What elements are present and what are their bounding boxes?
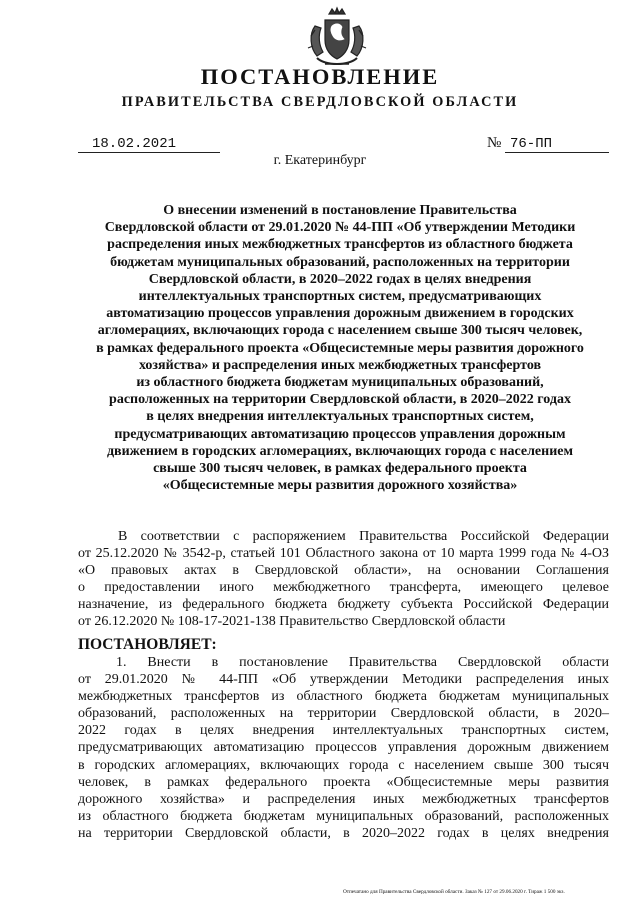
heading-line: автоматизацию процессов управления дорожным движением в городских xyxy=(106,306,574,322)
document-heading xyxy=(70,202,610,494)
issuing-authority: ПРАВИТЕЛЬСТВА СВЕРДЛОВСКОЙ ОБЛАСТИ xyxy=(121,94,519,110)
paragraph-line: на территории Свердловской области, в 2020–2022 годах в целях внедрения xyxy=(78,825,609,841)
heading-line: из областного бюджета бюджетам муниципальных образований, xyxy=(136,375,544,391)
heading-line: О внесении изменений в постановление Правительства xyxy=(163,203,517,218)
paragraph-line: дорожного хозяйства» и распределения иных межбюджетных трансфертов xyxy=(78,791,609,807)
heading-line: интеллектуальных транспортных систем, предусматривающих xyxy=(138,289,542,305)
paragraph-line: В соответствии с распоряжением Правительства Российской Федерации xyxy=(118,529,609,544)
heading-line: распределения иных межбюджетных трансфертов из областного бюджета xyxy=(107,237,573,253)
item-1-paragraph xyxy=(78,654,609,842)
heading-line: предусматривающих автоматизацию процессов управления дорожным xyxy=(114,426,566,442)
heading-line: бюджетам муниципальных образований, расположенных на территории xyxy=(110,254,570,270)
paragraph-line: назначение, из федерального бюджета бюджету субъекта Российской Федерации xyxy=(78,597,609,613)
heading-line: агломерациях, включающих города с населением свыше 300 тысяч человек, xyxy=(97,323,583,339)
print-footer: Отпечатано для Правительства Свердловской области. Заказ № 127 от 29.06.2020 г. Тираж 1 500 экз. xyxy=(343,889,565,895)
document-date: 18.02.2021 xyxy=(92,136,177,152)
city-line: г. Екатеринбург xyxy=(273,153,367,168)
heading-line: «Общесистемные меры развития дорожного хозяйства» xyxy=(162,478,518,494)
paragraph-line: о предоставлении иного межбюджетного трансферта, имеющего целевое xyxy=(78,580,609,596)
heading-line: Свердловской области, в 2020–2022 годах в целях внедрения xyxy=(148,271,532,287)
paragraph-line: от 26.12.2020 № 108-17-2021-138 Правительство Свердловской области xyxy=(78,614,506,630)
document-number: 76-ПП xyxy=(510,136,553,152)
heading-line: Свердловской области от 29.01.2020 № 44-ПП «Об утверждении Методики xyxy=(104,220,576,236)
paragraph-line: 1. Внести в постановление Правительства Свердловской области xyxy=(116,655,609,670)
number-sign: № xyxy=(487,135,502,151)
paragraph-line: из областного бюджета бюджетам муниципальных образований, расположенных xyxy=(78,808,609,824)
heading-line: свыше 300 тысяч человек, в рамках федерального проекта xyxy=(153,461,527,477)
paragraph-line: в городских агломерациях, включающих города с населением свыше 300 тысяч xyxy=(78,757,609,773)
heading-line: хозяйства» и распределения иных межбюджетных трансфертов xyxy=(138,357,542,373)
paragraph-line: образований, расположенных на территории Свердловской области, в 2020– xyxy=(78,706,609,722)
heading-line: в целях внедрения интеллектуальных транспортных систем, xyxy=(146,409,534,425)
paragraph-line: межбюджетных трансфертов из областного бюджета бюджетам муниципальных xyxy=(78,689,609,705)
heading-line: движением в городских агломерациях, включающих города с населением xyxy=(106,443,574,459)
heading-line: расположенных на территории Свердловской области, в 2020–2022 годах xyxy=(109,392,571,408)
decree-word: ПОСТАНОВЛЯЕТ: xyxy=(78,636,217,653)
paragraph-line: от 29.01.2020 № 44-ПП «Об утверждении Методики распределения иных xyxy=(78,672,609,688)
heading-line: в рамках федерального проекта «Общесистемные меры развития дорожного xyxy=(96,340,584,356)
paragraph-line: от 25.12.2020 № 3542-р, статьей 101 Областного закона от 10 марта 1999 года № 4-ОЗ xyxy=(78,546,609,562)
paragraph-line: человек, в рамках федерального проекта «Общесистемные меры развития xyxy=(78,774,609,790)
paragraph-line: 2022 годах в целях внедрения интеллектуальных транспортных систем, xyxy=(78,723,609,739)
preamble-paragraph xyxy=(78,528,609,631)
document-type-title: ПОСТАНОВЛЕНИЕ xyxy=(200,64,440,89)
paragraph-line: предусматривающих автоматизацию процессов управления дорожным движением xyxy=(78,740,609,756)
paragraph-line: «О правовых актах в Свердловской области», на основании Соглашения xyxy=(78,563,609,579)
